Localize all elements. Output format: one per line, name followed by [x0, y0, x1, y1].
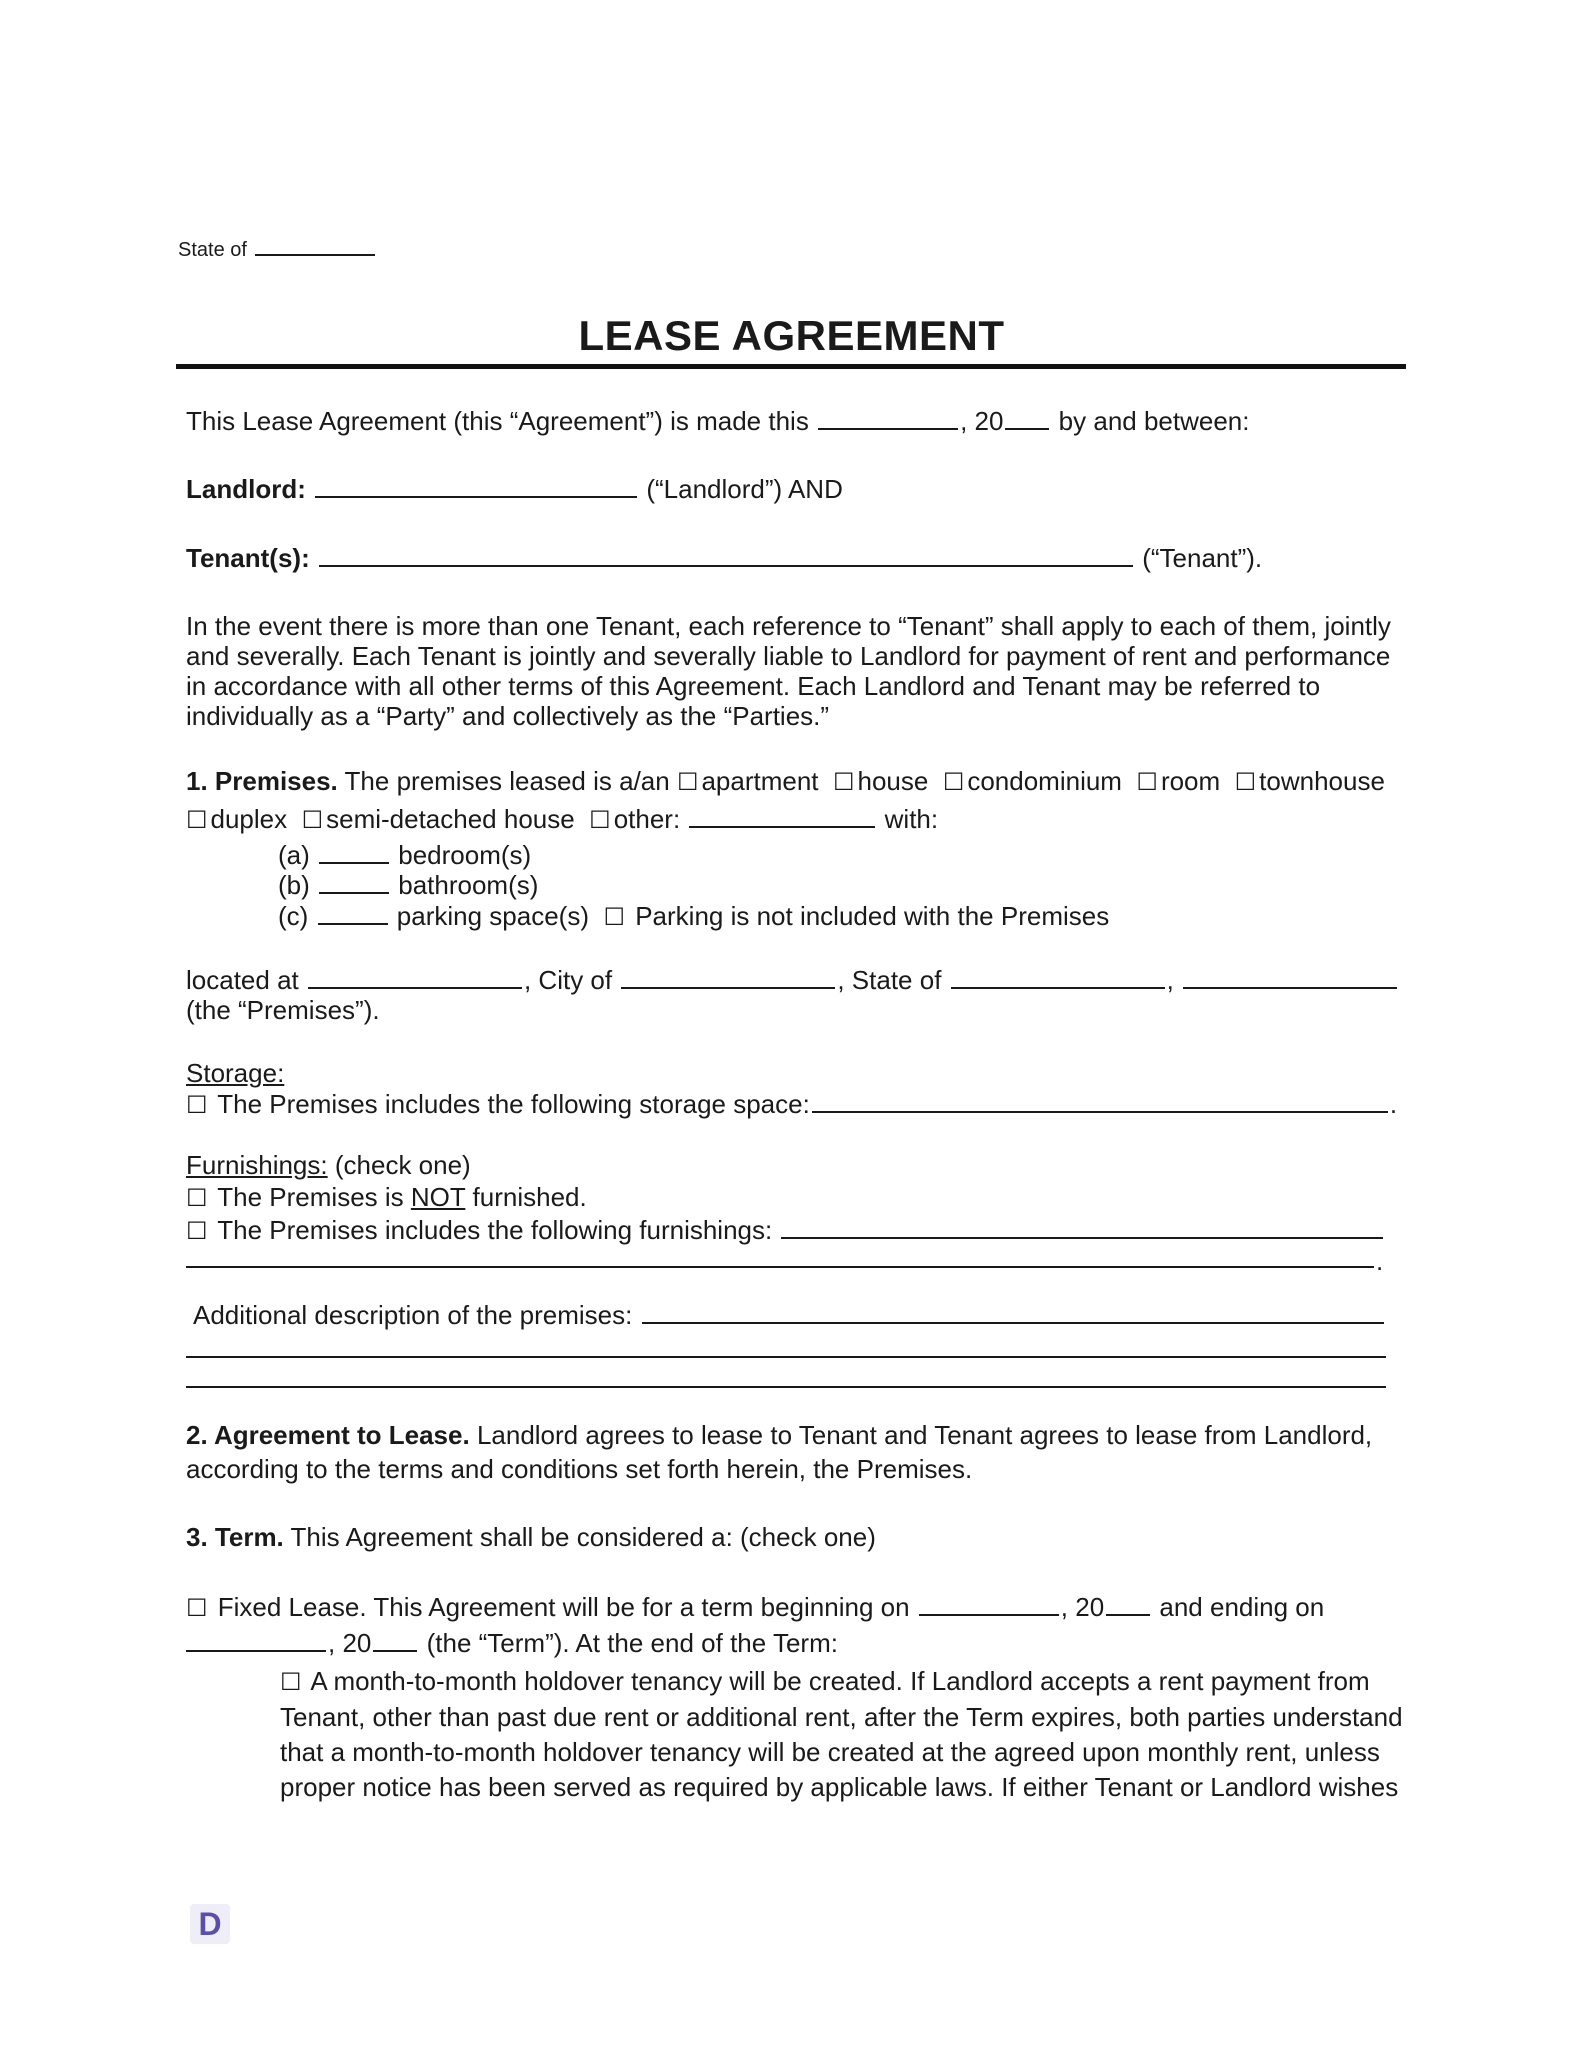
term-end-field[interactable] — [186, 1628, 326, 1652]
agreement-text: Landlord agrees to lease to Tenant and Tenant agrees to lease from Landlord, — [476, 1420, 1373, 1450]
landlord-label: Landlord: — [186, 474, 306, 504]
zip-field[interactable] — [1183, 965, 1397, 989]
not-furnished-text-end: furnished. — [465, 1182, 587, 1212]
type-option-apartment[interactable]: ☐ apartment — [676, 766, 819, 796]
state-line — [178, 238, 377, 262]
additional-field[interactable] — [642, 1300, 1384, 1324]
additional-label: Additional description of the premises: — [193, 1300, 633, 1330]
period: . — [1376, 1246, 1384, 1276]
term-start-year-field[interactable] — [1106, 1592, 1150, 1616]
bathroom-count-field[interactable] — [319, 870, 389, 894]
agreement-line-1 — [186, 1420, 1372, 1450]
term-start-field[interactable] — [919, 1592, 1059, 1616]
year-prefix: , 20 — [328, 1628, 372, 1658]
landlord-field[interactable] — [315, 474, 637, 498]
intro-line — [186, 406, 1249, 436]
holdover-line: that a month-to-month holdover tenancy will be created at the agreed upon monthly rent, unless — [280, 1737, 1380, 1767]
term-end-year-field[interactable] — [373, 1628, 417, 1652]
agreement-line-2: according to the terms and conditions set forth herein, the Premises. — [186, 1454, 973, 1484]
furnished-option[interactable] — [186, 1215, 1385, 1246]
state-field[interactable] — [255, 238, 375, 256]
other-type-field[interactable] — [689, 804, 875, 828]
paragraph-line: In the event there is more than one Tenant, each reference to “Tenant” shall apply to each of them, jointly — [186, 611, 1391, 641]
storage-text: The Premises includes the following storage space: — [217, 1089, 810, 1119]
premises-line-1 — [186, 766, 1385, 797]
checkbox-icon[interactable]: ☐ — [186, 806, 208, 834]
year-prefix: , 20 — [1060, 1592, 1105, 1622]
intro-text: This Lease Agreement (this “Agreement”) is made this — [186, 406, 809, 436]
additional-field-line-2[interactable] — [186, 1356, 1386, 1358]
storage-field[interactable] — [812, 1089, 1388, 1113]
not-furnished-text: The Premises is — [217, 1182, 411, 1212]
paragraph-line: individually as a “Party” and collectively as the “Parties.” — [186, 701, 830, 731]
period: . — [1389, 1089, 1398, 1119]
day-field[interactable] — [818, 406, 958, 430]
tenant-field[interactable] — [319, 543, 1133, 567]
landlord-line — [186, 474, 843, 504]
state-field-location[interactable] — [951, 965, 1165, 989]
furnishings-heading: Furnishings: — [186, 1150, 328, 1180]
room-row — [278, 901, 1109, 932]
state-of-label: , State of — [837, 965, 942, 995]
checkbox-icon[interactable]: ☐ — [676, 768, 699, 796]
intro-text-end: by and between: — [1058, 406, 1250, 436]
room-letter: (c) — [278, 901, 309, 931]
term-heading: 3. Term. — [186, 1522, 284, 1552]
holdover-option[interactable] — [280, 1664, 1403, 1805]
type-option-duplex[interactable]: ☐ duplex — [186, 804, 288, 834]
fixed-lease-text: Fixed Lease. This Agreement will be for a term beginning on — [217, 1592, 910, 1622]
agreement-heading: 2. Agreement to Lease. — [186, 1420, 470, 1450]
parking-not-included-option[interactable]: ☐ Parking is not included with the Premises — [603, 901, 1110, 931]
paragraph-line: and severally. Each Tenant is jointly and severally liable to Landlord for payment of rent and performance — [186, 641, 1391, 671]
room-letter: (b) — [278, 870, 310, 900]
furnishings-text: The Premises includes the following furnishings: — [217, 1215, 773, 1245]
checkbox-icon[interactable]: ☐ — [603, 903, 625, 931]
furnishings-continuation-field[interactable] — [186, 1266, 1374, 1268]
not-word: NOT — [410, 1182, 466, 1212]
additional-field-line-3[interactable] — [186, 1386, 1386, 1388]
state-label: State of — [178, 239, 247, 261]
checkbox-icon[interactable]: ☐ — [186, 1594, 208, 1622]
room-label: bathroom(s) — [398, 870, 539, 900]
term-definition: (the “Term”). At the end of the Term: — [426, 1628, 838, 1658]
furnishings-field[interactable] — [781, 1215, 1383, 1239]
term-text: This Agreement shall be considered a: (check one) — [290, 1522, 876, 1552]
room-row — [278, 870, 538, 900]
type-option-condominium[interactable]: ☐ condominium — [942, 766, 1122, 796]
checkbox-icon[interactable]: ☐ — [942, 768, 965, 796]
term-line — [186, 1522, 876, 1552]
holdover-line: proper notice has been served as required by applicable laws. If either Tenant or Landlord wishes — [280, 1772, 1399, 1802]
logo-letter: D — [198, 1906, 222, 1942]
premises-heading: 1. Premises. — [186, 766, 338, 796]
year-field[interactable] — [1005, 406, 1049, 430]
city-field[interactable] — [621, 965, 835, 989]
additional-line — [193, 1300, 1386, 1330]
checkbox-icon[interactable]: ☐ — [589, 806, 611, 834]
type-option-other[interactable]: ☐ other: — [589, 804, 681, 834]
room-label: bedroom(s) — [398, 840, 532, 870]
not-furnished-option[interactable] — [186, 1182, 587, 1213]
paragraph-line: in accordance with all other terms of this Agreement. Each Landlord and Tenant may be referred to — [186, 671, 1321, 701]
comma: , — [1166, 965, 1174, 995]
premises-definition: (the “Premises”). — [186, 995, 380, 1025]
premises-line-2 — [186, 804, 938, 835]
type-option-townhouse[interactable]: ☐ townhouse — [1234, 766, 1385, 796]
room-row — [278, 840, 531, 870]
room-letter: (a) — [278, 840, 310, 870]
checkbox-icon[interactable]: ☐ — [280, 1668, 302, 1696]
type-option-room[interactable]: ☐ room — [1136, 766, 1221, 796]
city-label: , City of — [523, 965, 613, 995]
room-label: parking space(s) — [396, 901, 589, 931]
landlord-suffix: (“Landlord”) AND — [646, 474, 843, 504]
parties-paragraph — [186, 611, 1391, 731]
with-label: with: — [884, 804, 939, 834]
checkbox-icon[interactable]: ☐ — [1234, 768, 1257, 796]
holdover-line: ☐ A month-to-month holdover tenancy will be created. If Landlord accepts a rent payment from — [280, 1664, 1403, 1700]
checkbox-icon[interactable]: ☐ — [186, 1184, 208, 1212]
tenant-line — [186, 543, 1262, 573]
checkbox-icon[interactable]: ☐ — [1136, 768, 1158, 796]
storage-heading: Storage: — [186, 1058, 285, 1088]
bedroom-count-field[interactable] — [319, 840, 389, 864]
checkbox-icon[interactable]: ☐ — [301, 806, 324, 834]
type-option-house[interactable]: ☐ house — [833, 766, 929, 796]
tenant-label: Tenant(s): — [186, 543, 310, 573]
fixed-lease-option[interactable] — [186, 1592, 1324, 1623]
storage-line — [186, 1089, 1397, 1120]
location-line — [186, 965, 1399, 995]
premises-lead: The premises leased is a/an — [344, 766, 670, 796]
title-rule — [176, 364, 1406, 369]
located-at-label: located at — [186, 965, 299, 995]
checkbox-icon[interactable]: ☐ — [833, 768, 855, 796]
checkbox-icon[interactable]: ☐ — [186, 1091, 208, 1119]
checkbox-icon[interactable]: ☐ — [186, 1217, 208, 1245]
type-option-semi-detached[interactable]: ☐ semi-detached house — [301, 804, 575, 834]
brand-logo-icon — [190, 1904, 230, 1944]
tenant-suffix: (“Tenant”). — [1142, 543, 1263, 573]
fixed-lease-text-end: and ending on — [1159, 1592, 1325, 1622]
holdover-line: Tenant, other than past due rent or additional rent, after the Term expires, both parties understand — [280, 1702, 1403, 1732]
address-field[interactable] — [308, 965, 522, 989]
parking-count-field[interactable] — [318, 901, 388, 925]
fixed-lease-line-2 — [186, 1628, 838, 1658]
intro-year-prefix: , 20 — [960, 406, 1004, 436]
document-title: LEASE AGREEMENT — [578, 312, 1005, 359]
furnishings-heading-line — [186, 1150, 471, 1180]
furnishings-note: (check one) — [334, 1150, 471, 1180]
